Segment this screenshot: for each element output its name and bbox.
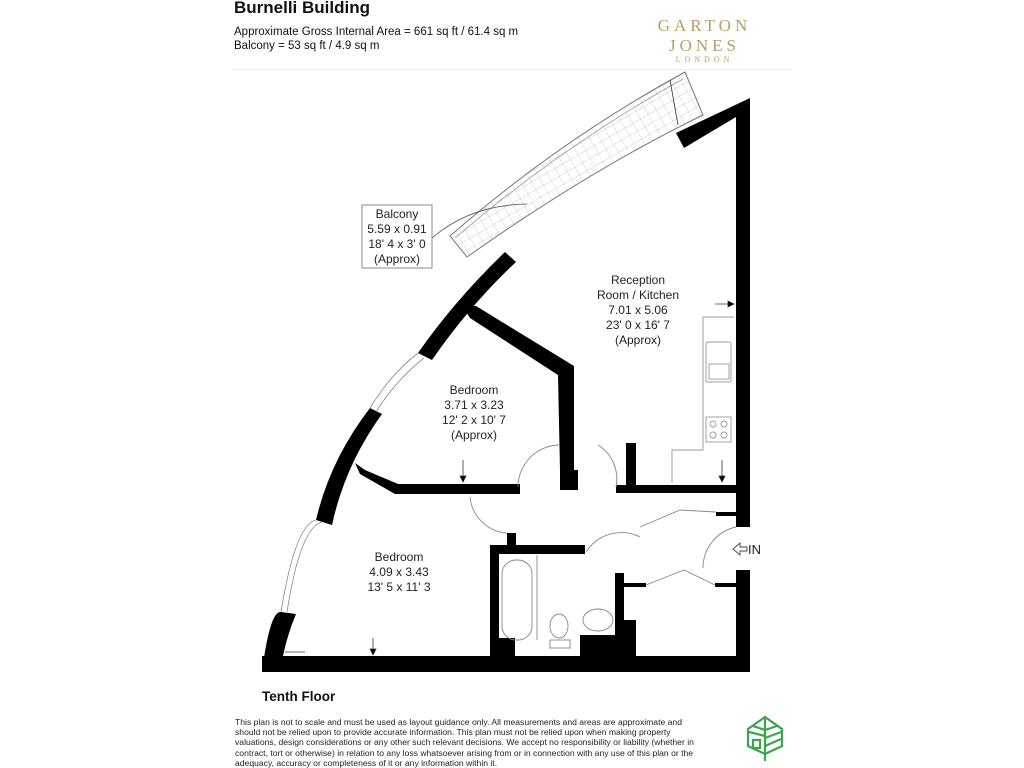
svg-text:Reception: Reception xyxy=(610,273,666,287)
svg-text:13' 5 x 11' 3: 13' 5 x 11' 3 xyxy=(367,580,431,594)
svg-text:3.71 x 3.23: 3.71 x 3.23 xyxy=(444,398,504,412)
bathroom-fixtures xyxy=(502,555,613,648)
room-bedroom-2 xyxy=(367,550,430,594)
svg-text:23' 0 x 16' 7: 23' 0 x 16' 7 xyxy=(606,318,670,332)
svg-text:(Approx): (Approx) xyxy=(614,333,662,347)
svg-text:Bedroom: Bedroom xyxy=(374,550,424,564)
gross-area: Approximate Gross Internal Area = 661 sq ft / 61.4 sq m xyxy=(234,26,519,38)
balcony-area-shape xyxy=(450,72,703,257)
balcony-area: Balcony = 53 sq ft / 4.9 sq m xyxy=(234,40,380,52)
doors xyxy=(470,445,736,585)
leaf-house-icon xyxy=(743,714,787,762)
building-title: Burnelli Building xyxy=(234,0,370,17)
agency-city: LONDON xyxy=(675,55,734,64)
entrance-marker xyxy=(733,542,761,557)
agency-name: GARTON JONES xyxy=(657,16,752,55)
svg-text:4.09 x 3.43: 4.09 x 3.43 xyxy=(369,565,429,579)
svg-text:(Approx): (Approx) xyxy=(450,428,498,442)
balcony-imperial: 18' 4 x 3' 0 xyxy=(368,237,426,251)
balcony-metric: 5.59 x 0.91 xyxy=(367,222,427,236)
floor-label: Tenth Floor xyxy=(262,689,336,704)
room-reception xyxy=(597,273,679,347)
room-bedroom-1 xyxy=(442,383,506,442)
svg-text:Bedroom: Bedroom xyxy=(449,383,499,397)
entrance-label: IN xyxy=(748,542,761,557)
svg-text:12' 2 x 10' 7: 12' 2 x 10' 7 xyxy=(442,413,506,427)
svg-text:Room / Kitchen: Room / Kitchen xyxy=(596,288,680,302)
dimension-arrows xyxy=(285,301,734,655)
svg-text:7.01 x 5.06: 7.01 x 5.06 xyxy=(608,303,668,317)
walls xyxy=(262,98,750,672)
balcony-note: (Approx) xyxy=(373,252,421,266)
kitchen-units xyxy=(672,317,734,483)
arrow-left-outline-icon xyxy=(733,543,747,555)
disclaimer-text: This plan is not to scale and must be used as layout guidance only. All measurements and areas are approximate and should not be relied upon to provide accurate information. This plan must not be relied upon when making property valuations, design considerations or any other such relevant decisions. We accept no responsibility or liability (whether in contract, tort or otherwise) in relation to any loss whatsoever arising from or in connection with any use of this plan or the adequacy, accuracy or completeness of it or any information within it. xyxy=(235,717,694,768)
balcony-name: Balcony xyxy=(375,207,419,221)
